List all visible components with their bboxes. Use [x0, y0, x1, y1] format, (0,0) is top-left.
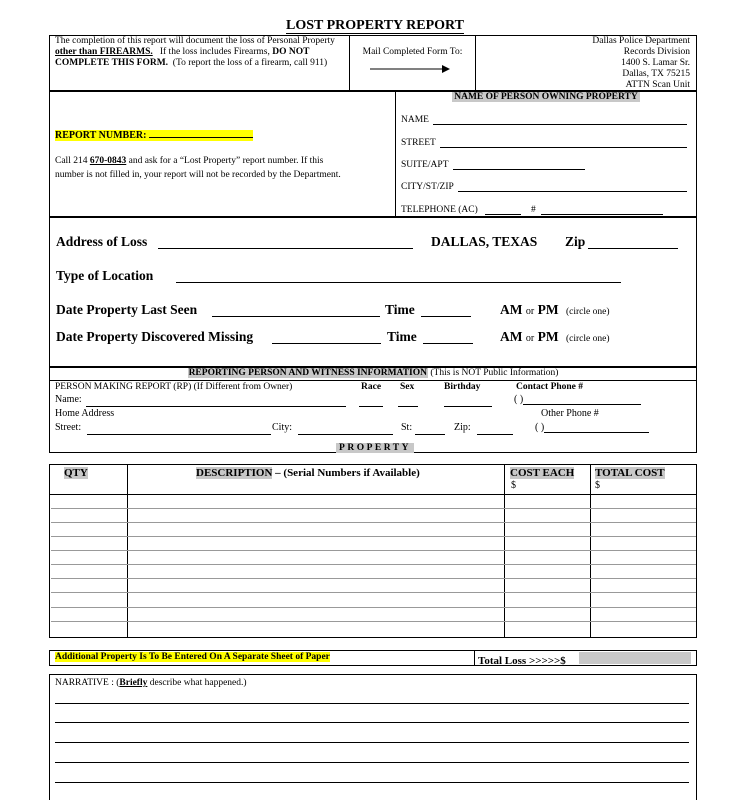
table-row[interactable]	[51, 522, 696, 523]
rp-zip-field[interactable]	[477, 424, 513, 435]
property-label: PROPERTY	[0, 437, 750, 455]
report-number-field[interactable]: REPORT NUMBER:	[55, 130, 253, 142]
owner-suite-field[interactable]	[453, 159, 585, 170]
total-cost-dollar: $	[595, 480, 600, 491]
table-row[interactable]	[51, 578, 696, 579]
zip-field[interactable]	[588, 234, 678, 249]
page-title: LOST PROPERTY REPORT	[286, 18, 464, 33]
table-row[interactable]	[51, 607, 696, 608]
total-cost-header: TOTAL COST	[595, 467, 665, 479]
rp-city-field[interactable]	[298, 424, 393, 435]
arrow-right-icon	[370, 62, 450, 74]
rp-other-phone-field[interactable]: ( )	[535, 422, 690, 433]
rp-race-field[interactable]	[359, 396, 383, 407]
owner-city-field[interactable]	[458, 181, 687, 192]
rp-name-label: Name:	[55, 394, 82, 405]
address-of-loss-label: Address of Loss	[56, 234, 148, 249]
discovered-date-field[interactable]	[272, 329, 381, 344]
rp-city-label: City:	[272, 422, 293, 433]
report-owner-box	[49, 91, 697, 217]
race-label: Race	[361, 382, 382, 392]
zip-label: Zip	[565, 234, 586, 249]
description-header: DESCRIPTION – (Serial Numbers if Available)	[196, 467, 420, 479]
loss-city: DALLAS, TEXAS	[431, 234, 538, 249]
sex-label: Sex	[400, 382, 415, 392]
owner-city-label: CITY/ST/ZIP	[401, 182, 454, 192]
cost-each-dollar: $	[511, 480, 516, 491]
other-phone-label: Other Phone #	[541, 408, 599, 419]
owner-street-field[interactable]	[440, 137, 687, 148]
table-row[interactable]	[51, 550, 696, 551]
contact-phone-label: Contact Phone #	[516, 382, 584, 392]
table-row[interactable]	[51, 536, 696, 537]
home-address-label: Home Address	[55, 408, 115, 419]
total-loss-field[interactable]: Total Loss >>>>>$	[478, 651, 693, 664]
type-of-location-label: Type of Location	[56, 268, 154, 283]
type-of-location-field[interactable]	[176, 268, 621, 283]
owner-hash-label: #	[531, 205, 536, 215]
rp-name-field[interactable]	[86, 396, 346, 407]
person-making-report-label: PERSON MAKING REPORT (RP) (If Different from Owner)	[55, 382, 293, 392]
narrative-line[interactable]	[55, 762, 689, 763]
narrative-line[interactable]	[55, 722, 689, 723]
mail-address: Dallas Police Department Records Division 1400 S. Lamar Sr. Dallas, TX 75215 ATTN Scan Unit	[592, 36, 690, 90]
table-row[interactable]	[51, 508, 696, 509]
birthday-label: Birthday	[444, 382, 481, 392]
qty-header: QTY	[64, 467, 88, 479]
call-instructions: Call 214 670-0843 and ask for a “Lost Property” report number. If this number is not filled in, your report will not be recorded by the Department.	[55, 156, 341, 180]
intro-text: The completion of this report will document the loss of Personal Property other than FIREARMS. If the loss includes Firearms, DO NOT COMPLETE THIS FORM. (To report the loss of a firearm, call 911)	[55, 36, 335, 68]
last-seen-time-field[interactable]	[421, 302, 471, 317]
owner-suite-label: SUITE/APT	[401, 160, 449, 170]
table-row[interactable]	[51, 564, 696, 565]
cost-each-header: COST EACH	[510, 467, 575, 479]
last-seen-date-field[interactable]	[212, 302, 380, 317]
owner-phone-field[interactable]	[541, 204, 663, 215]
last-seen-label: Date Property Last Seen	[56, 302, 198, 317]
narrative-label: NARRATIVE : (Briefly describe what happened.)	[55, 678, 247, 688]
rp-sex-field[interactable]	[398, 396, 418, 407]
rp-street-field[interactable]	[87, 424, 271, 435]
rp-zip-label: Zip:	[454, 422, 471, 433]
rp-birthday-field[interactable]	[444, 396, 492, 407]
owner-telephone-label: TELEPHONE (AC)	[401, 205, 478, 215]
narrative-line[interactable]	[55, 742, 689, 743]
narrative-line[interactable]	[55, 782, 689, 783]
additional-property-note: Additional Property Is To Be Entered On A Separate Sheet of Paper	[55, 652, 330, 662]
rp-st-field[interactable]	[415, 424, 445, 435]
narrative-line[interactable]	[55, 703, 689, 704]
discovered-label: Date Property Discovered Missing	[56, 329, 254, 344]
table-row[interactable]	[51, 621, 696, 622]
discovered-time-label: Time	[387, 329, 417, 344]
owner-name-field[interactable]	[433, 114, 687, 125]
discovered-time-field[interactable]	[423, 329, 473, 344]
owner-name-label: NAME	[401, 115, 429, 125]
rp-st-label: St:	[401, 422, 413, 433]
owner-header: NAME OF PERSON OWNING PROPERTY	[454, 92, 638, 102]
mail-label: Mail Completed Form To:	[362, 47, 463, 57]
address-of-loss-field[interactable]	[158, 234, 413, 249]
rp-street-label: Street:	[55, 422, 82, 433]
reporting-header: REPORTING PERSON AND WITNESS INFORMATION (This is NOT Public Information)	[188, 368, 559, 378]
discovered-ampm[interactable]: AM or PM (circle one)	[500, 329, 610, 344]
table-row[interactable]	[51, 592, 696, 593]
last-seen-ampm[interactable]: AM or PM (circle one)	[500, 302, 610, 317]
owner-street-label: STREET	[401, 138, 436, 148]
owner-phone-ac-field[interactable]	[485, 204, 521, 215]
rp-contact-phone-field[interactable]: ( )	[514, 394, 684, 405]
last-seen-time-label: Time	[385, 302, 415, 317]
